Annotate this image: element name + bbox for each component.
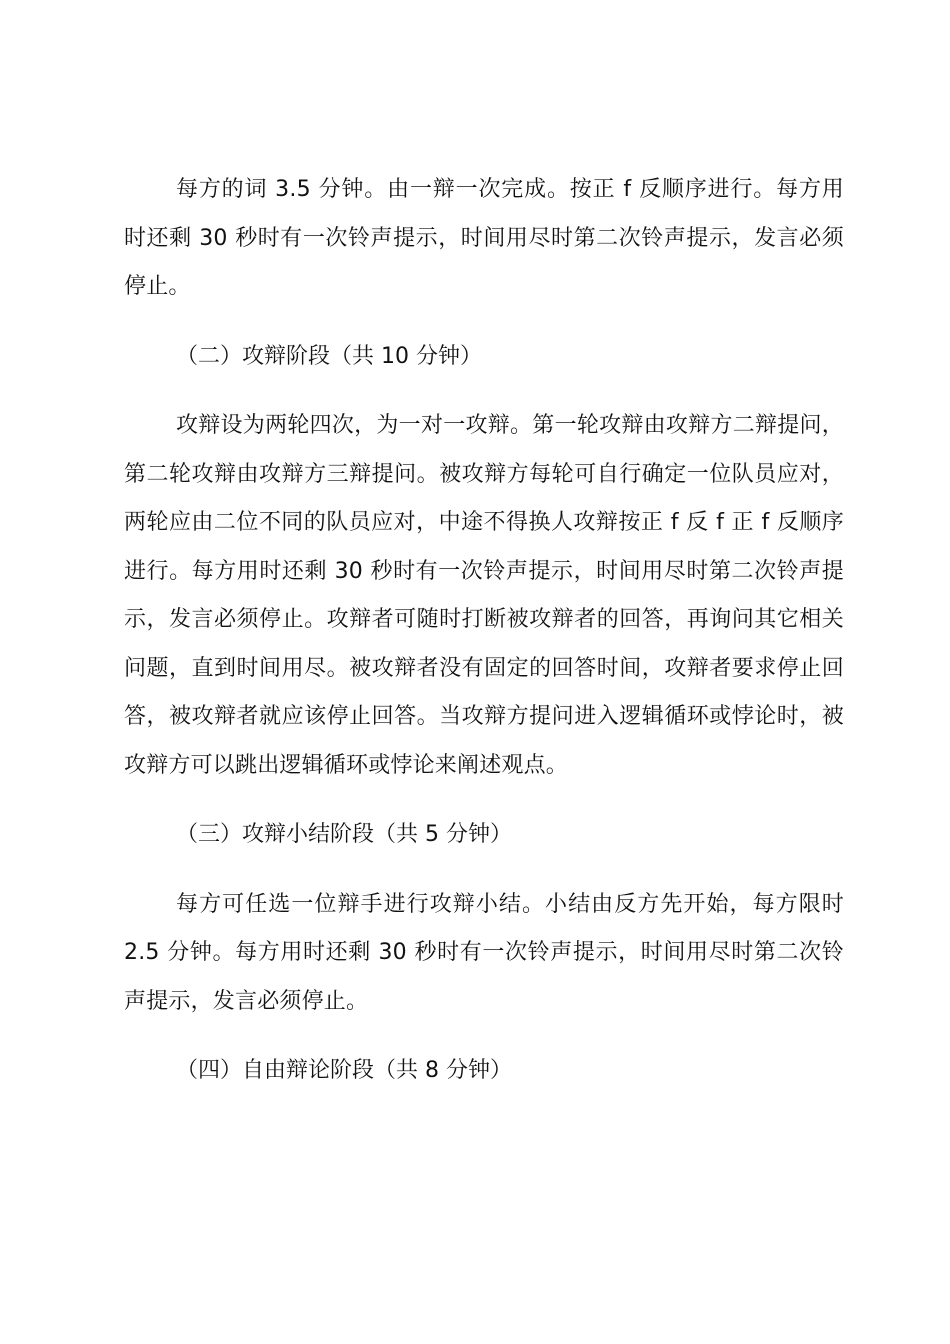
document-body (124, 166, 844, 1096)
section-heading-free-debate: （四）自由辩论阶段（共 8 分钟） (176, 1058, 512, 1083)
paragraph-summary-rules: 每方可任选一位辩手进行攻辩小结。小结由反方先开始，每方限时 2.5 分钟。每方用时还剩 30 秒时有一次铃声提示，时间用尽时第二次铃声提示，发言必须停止。 (124, 891, 844, 1014)
section-heading-cross-exam: （二）攻辩阶段（共 10 分钟） (176, 343, 482, 369)
paragraph-cross-exam-rules: 攻辩设为两轮四次，为一对一攻辩。第一轮攻辩由攻辩方二辩提问，第二轮攻辩由攻辩方三辩提问。被攻辩方每轮可自行确定一位队员应对，两轮应由二位不同的队员应对，中途不得换人攻辩按正 f 反 f 正 f 反顺序进行。每方用时还剩 30 秒时有一次铃声提示，时间用尽时第二次铃声提示，发言必须停止。攻辩者可随时打断被攻辩者的回答，再询问其它相关问题，直到时间用尽。被攻辩者没有固定的回答时间，攻辩者要求停止回答，被攻辩者就应该停止回答。当攻辩方提问进入逻辑循环或悖论时，被攻辩方可以跳出逻辑循环或悖论来阐述观点。 (124, 413, 844, 778)
spacer (124, 1026, 844, 1047)
section-heading-cross-exam-summary: （三）攻辩小结阶段（共 5 分钟） (176, 822, 512, 847)
spacer (124, 312, 844, 333)
spacer (124, 790, 844, 811)
paragraph-opening-statement: 每方的词 3.5 分钟。由一辩一次完成。按正 f 反顺序进行。每方用时还剩 30 秒时有一次铃声提示，时间用尽时第二次铃声提示，发言必须停止。 (124, 177, 844, 299)
spacer (124, 381, 844, 402)
spacer (124, 860, 844, 881)
